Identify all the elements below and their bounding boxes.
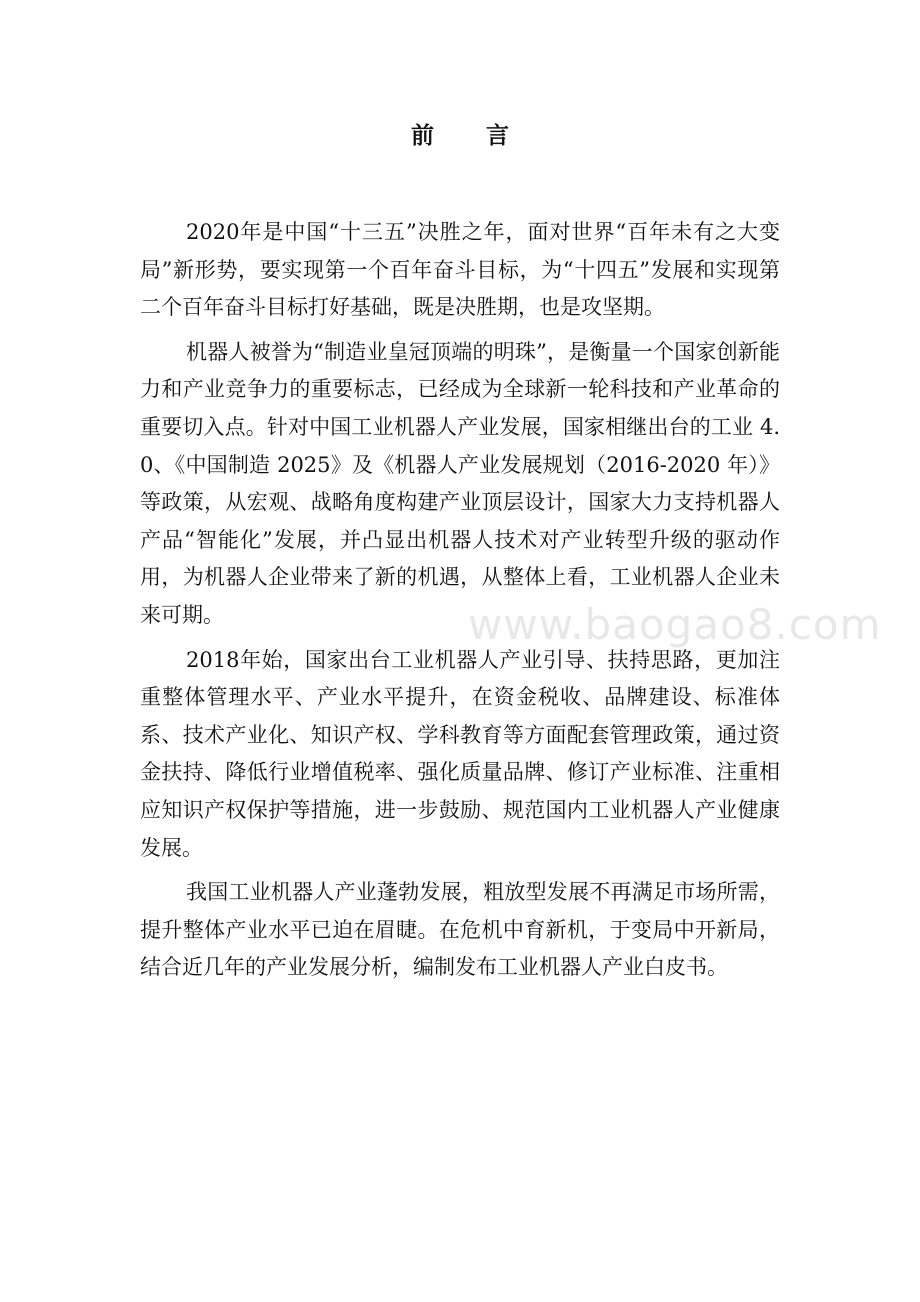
paragraph-4: 我国工业机器人产业蓬勃发展，粗放型发展不再满足市场所需，提升整体产业水平已迫在眉睫。在危机中育新机，于变局中开新局，结合近几年的产业发展分析，编制发布工业机器人产业白皮书。 <box>140 880 780 980</box>
paragraph-3: 2018年始，国家出台工业机器人产业引导、扶持思路，更加注重整体管理水平、产业水平提升，在资金税收、品牌建设、标准体系、技术产业化、知识产权、学科教育等方面配套管理政策，通过资金扶持、降低行业增值税率、强化质量品牌、修订产业标准、注重相应知识产权保护等措施，进一步鼓励、规范国内工业机器人产业健康发展。 <box>140 647 780 860</box>
document-content <box>140 118 780 987</box>
paragraph-2: 机器人被誉为“制造业皇冠顶端的明珠”，是衡量一个国家创新能力和产业竞争力的重要标志，已经成为全球新一轮科技和产业革命的重要切入点。针对中国工业机器人产业发展，国家相继出台的工业 4.0、《中国制造 2025》及《机器人产业发展规划（2016-2020 年）》等政策，从宏观、战略角度构建产业顶层设计，国家大力支持机器人产品“智能化”发展，并凸显出机器人技术对产业转型升级的驱动作用，为机器人企业带来了新的机遇，从整体上看，工业机器人企业未来可期。 <box>140 339 780 627</box>
paragraph-1: 2020年是中国“十三五”决胜之年，面对世界“百年未有之大变局”新形势，要实现第一个百年奋斗目标，为“十四五”发展和实现第二个百年奋斗目标打好基础，既是决胜期，也是攻坚期。 <box>140 220 780 320</box>
watermark: www.baogao8.com <box>468 600 882 649</box>
page-title: 前 言 <box>410 122 531 149</box>
